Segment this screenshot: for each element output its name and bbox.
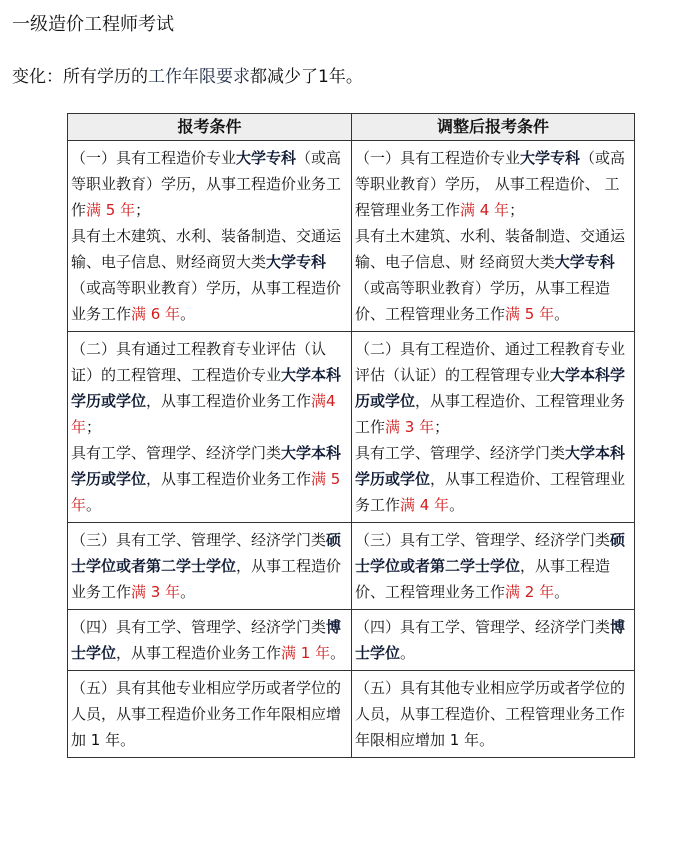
column-header-original: 报考条件 (68, 114, 352, 141)
years-requirement: 满 4 年 (400, 496, 450, 514)
condition-text: （四）具有工学、管理学、经济学门类 (355, 618, 611, 636)
degree-requirement: 大学专科 (554, 253, 615, 271)
condition-text: 。 (180, 305, 196, 323)
condition-text: （二）具有通过工程教育专业评估（认证）的工程管理、工程造价专业 (71, 340, 327, 384)
condition-paragraph (71, 336, 348, 440)
years-requirement: 满 3 年 (131, 583, 181, 601)
degree-requirement: 硕士学位或者第二学士学位 (71, 531, 342, 575)
degree-requirement: 大学本科学历或学位 (71, 444, 342, 488)
degree-requirement: 大学本科学历或学位 (71, 366, 342, 410)
years-requirement: 满 5 年 (505, 305, 555, 323)
condition-paragraph (355, 145, 631, 223)
condition-text: （二）具有工程造价、通过工程教育专业评估（认证）的工程管理专业 (355, 340, 626, 384)
condition-text: ； (86, 418, 102, 436)
condition-text: （或高等职业教育）学历，从事工程造价业务工作 (71, 149, 342, 219)
condition-text: ，从事工程造价业务工作 (71, 557, 342, 601)
years-requirement: 满 5 年 (86, 201, 136, 219)
condition-text: （或高等职业教育）学历， 从事工程造价、 工程管理业务工作 (355, 149, 626, 219)
condition-text: 。 (86, 496, 102, 514)
condition-paragraph (355, 527, 631, 605)
adjusted-condition-cell (352, 671, 635, 758)
condition-text: ，从事工程造价业务工作 (146, 392, 312, 410)
condition-text: （五）具有其他专业相应学历或者学位的人员，从事工程造价、工程管理业务工作年限相应增加 1 年。 (355, 679, 626, 749)
change-summary (12, 64, 363, 90)
condition-paragraph (71, 614, 348, 666)
years-requirement: 满 6 年 (131, 305, 181, 323)
condition-text: （三）具有工学、管理学、经济学门类 (71, 531, 327, 549)
condition-text: 具有工学、管理学、经济学门类 (71, 444, 282, 462)
condition-text: （或高等职业教育）学历，从事工程造价业务工作 (71, 279, 342, 323)
change-text: 所有学历的 (63, 67, 148, 87)
adjusted-condition-cell (352, 332, 635, 523)
table-row (68, 523, 635, 610)
original-condition-cell (68, 671, 352, 758)
adjusted-condition-cell (352, 610, 635, 671)
degree-requirement: 博士学位 (355, 618, 626, 662)
condition-text: （或高等职业教育）学历，从事工程造价、工程管理业务工作 (355, 279, 611, 323)
change-label: 变化： (12, 67, 63, 87)
degree-requirement: 大学本科学历或学位 (355, 444, 626, 488)
original-condition-cell (68, 332, 352, 523)
years-requirement: 满 4 年 (460, 201, 510, 219)
change-text-end: 都减少了1年。 (250, 67, 363, 87)
table-row (68, 332, 635, 523)
degree-requirement: 大学专科 (236, 149, 297, 167)
table-body (68, 141, 635, 758)
condition-paragraph (71, 527, 348, 605)
condition-paragraph (355, 675, 631, 753)
column-header-adjusted: 调整后报考条件 (352, 114, 635, 141)
condition-text: ； (135, 201, 151, 219)
condition-text: ，从事工程造价业务工作 (116, 644, 282, 662)
page-title: 一级造价工程师考试 (12, 14, 174, 35)
condition-paragraph (71, 223, 348, 327)
change-text-highlight: 工作年限要求 (148, 67, 250, 87)
condition-paragraph (355, 440, 631, 518)
condition-text: 。 (400, 644, 416, 662)
adjusted-condition-cell (352, 141, 635, 332)
years-requirement: 满 1 年 (281, 644, 331, 662)
years-requirement: 满 2 年 (505, 583, 555, 601)
table-header-row (68, 114, 635, 141)
original-condition-cell (68, 141, 352, 332)
condition-text: 具有土木建筑、水利、装备制造、交通运输、电子信息、财 经商贸大类 (355, 227, 626, 271)
conditions-comparison-table (67, 113, 635, 758)
condition-text: ，从事工程造价、工程管理业务工作 (355, 470, 626, 514)
condition-paragraph (355, 336, 631, 440)
condition-text: （一）具有工程造价专业 (355, 149, 521, 167)
condition-text: 具有土木建筑、水利、装备制造、交通运输、电子信息、财经商贸大类 (71, 227, 342, 271)
condition-text: ； (509, 201, 525, 219)
condition-text: ； (434, 418, 450, 436)
condition-text: ，从事工程造价、工程管理业务工作 (355, 392, 626, 436)
degree-requirement: 大学专科 (520, 149, 581, 167)
condition-paragraph (355, 614, 631, 666)
adjusted-condition-cell (352, 523, 635, 610)
years-requirement: 满4年 (71, 392, 336, 436)
condition-paragraph (355, 223, 631, 327)
condition-text: 具有工学、管理学、经济学门类 (355, 444, 566, 462)
years-requirement: 满 3 年 (385, 418, 435, 436)
degree-requirement: 博士学位 (71, 618, 342, 662)
degree-requirement: 大学专科 (266, 253, 327, 271)
condition-text: ，从事工程造价、工程管理业务工作 (355, 557, 611, 601)
condition-paragraph (71, 675, 348, 753)
condition-paragraph (71, 440, 348, 518)
degree-requirement: 大学本科学历或学位 (355, 366, 626, 410)
table-row (68, 141, 635, 332)
condition-text: （五）具有其他专业相应学历或者学位的人员，从事工程造价业务工作年限相应增加 1 年。 (71, 679, 342, 749)
condition-text: 。 (449, 496, 465, 514)
degree-requirement: 硕士学位或者第二学士学位 (355, 531, 626, 575)
condition-text: 。 (330, 644, 346, 662)
condition-text: 。 (554, 305, 570, 323)
original-condition-cell (68, 523, 352, 610)
condition-text: （一）具有工程造价专业 (71, 149, 237, 167)
table-row (68, 671, 635, 758)
original-condition-cell (68, 610, 352, 671)
condition-text: ，从事工程造价业务工作 (146, 470, 312, 488)
condition-text: 。 (180, 583, 196, 601)
table-row (68, 610, 635, 671)
condition-paragraph (71, 145, 348, 223)
condition-text: （三）具有工学、管理学、经济学门类 (355, 531, 611, 549)
condition-text: 。 (554, 583, 570, 601)
years-requirement: 满 5 年 (71, 470, 341, 514)
condition-text: （四）具有工学、管理学、经济学门类 (71, 618, 327, 636)
